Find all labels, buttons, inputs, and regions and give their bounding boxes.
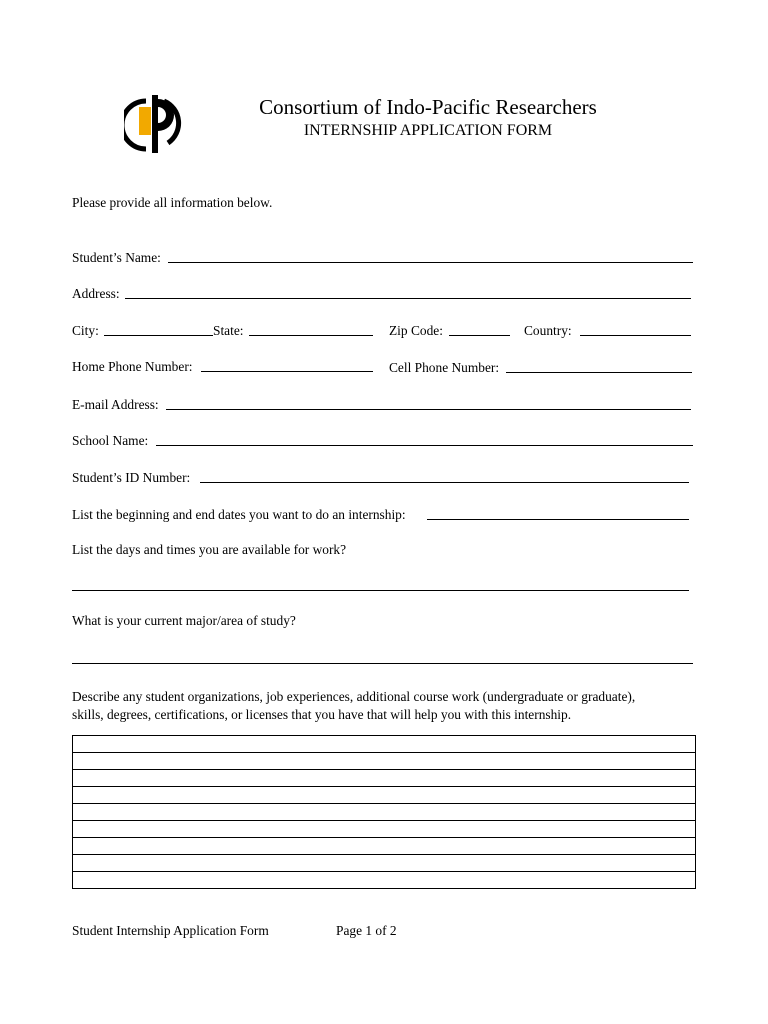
school-label: School Name:	[72, 433, 149, 448]
table-cell[interactable]	[73, 787, 696, 804]
student-id-field[interactable]	[200, 482, 689, 483]
table-row[interactable]	[73, 821, 696, 838]
table-row[interactable]	[73, 753, 696, 770]
home-phone-field[interactable]	[201, 371, 373, 372]
table-row[interactable]	[73, 855, 696, 872]
city-label: City:	[72, 323, 99, 338]
footer-form-name: Student Internship Application Form	[72, 923, 269, 938]
form-title: INTERNSHIP APPLICATION FORM	[303, 122, 553, 139]
availability-question: List the days and times you are available for work?	[72, 542, 347, 557]
table-row[interactable]	[73, 787, 696, 804]
email-label: E-mail Address:	[72, 397, 159, 412]
table-row[interactable]	[73, 872, 696, 889]
city-field[interactable]	[104, 335, 213, 336]
student-name-field[interactable]	[168, 262, 693, 263]
state-field[interactable]	[249, 335, 373, 336]
table-cell[interactable]	[73, 804, 696, 821]
table-row[interactable]	[73, 736, 696, 753]
dates-field[interactable]	[427, 519, 689, 520]
cell-phone-label: Cell Phone Number:	[389, 360, 500, 375]
table-cell[interactable]	[73, 838, 696, 855]
student-id-label: Student’s ID Number:	[72, 470, 191, 485]
describe-question-line-1: Describe any student organizations, job experiences, additional course work (undergraduate or graduate),	[72, 689, 636, 704]
table-cell[interactable]	[73, 872, 696, 889]
state-label: State:	[213, 323, 244, 338]
dates-question: List the beginning and end dates you want to do an internship:	[72, 507, 406, 522]
email-field[interactable]	[166, 409, 691, 410]
describe-question-line-2: skills, degrees, certifications, or licenses that you have that will help you with this internship.	[72, 707, 572, 722]
zip-field[interactable]	[449, 335, 510, 336]
table-row[interactable]	[73, 838, 696, 855]
student-name-label: Student’s Name:	[72, 250, 161, 265]
intro-text: Please provide all information below.	[72, 195, 273, 210]
major-field[interactable]	[72, 663, 693, 664]
address-field[interactable]	[125, 298, 691, 299]
country-label: Country:	[524, 323, 572, 338]
table-cell[interactable]	[73, 753, 696, 770]
home-phone-label: Home Phone Number:	[72, 359, 193, 374]
table-row[interactable]	[73, 804, 696, 821]
cell-phone-field[interactable]	[506, 372, 692, 373]
table-cell[interactable]	[73, 770, 696, 787]
table-cell[interactable]	[73, 821, 696, 838]
zip-label: Zip Code:	[389, 323, 443, 338]
table-row[interactable]	[73, 770, 696, 787]
experience-table	[72, 735, 696, 889]
major-question: What is your current major/area of study?	[72, 613, 296, 628]
footer-page-number: Page 1 of 2	[336, 923, 397, 938]
country-field[interactable]	[580, 335, 691, 336]
table-cell[interactable]	[73, 736, 696, 753]
school-field[interactable]	[156, 445, 693, 446]
organization-title: Consortium of Indo-Pacific Researchers	[259, 95, 597, 119]
availability-field[interactable]	[72, 590, 689, 591]
address-label: Address:	[72, 286, 120, 301]
table-cell[interactable]	[73, 855, 696, 872]
